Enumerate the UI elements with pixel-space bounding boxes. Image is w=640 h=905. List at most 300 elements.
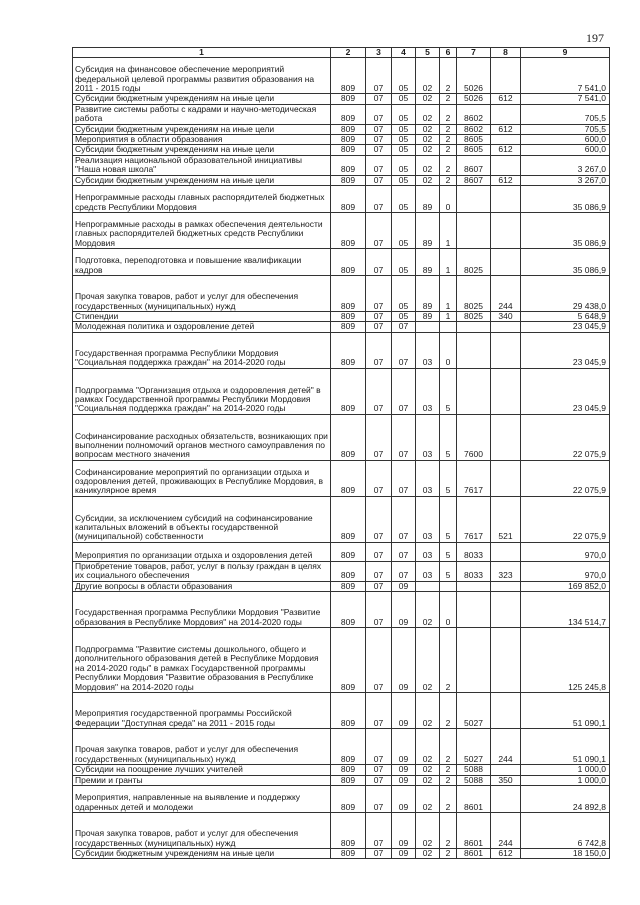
cell-ministry-code: 809 <box>331 729 366 765</box>
cell-expense-type-code <box>491 213 521 249</box>
cell-subprogram-code: 5 <box>440 414 457 460</box>
cell-expense-type-code: 323 <box>491 561 521 581</box>
table-row <box>73 785 610 812</box>
cell-ministry-code: 809 <box>331 581 366 591</box>
cell-program-code: 02 <box>416 693 440 729</box>
cell-subprogram-code: 2 <box>440 693 457 729</box>
cell-ministry-code: 809 <box>331 765 366 775</box>
cell-amount: 125 245,8 <box>521 628 610 693</box>
cell-target-article-code: 5026 <box>457 94 491 104</box>
cell-section-code: 07 <box>366 628 392 693</box>
table-row <box>73 765 610 775</box>
cell-subsection-code: 05 <box>392 186 416 213</box>
cell-program-code: 02 <box>416 155 440 175</box>
cell-ministry-code: 809 <box>331 249 366 276</box>
cell-subsection-code: 09 <box>392 785 416 812</box>
cell-expense-type-code: 612 <box>491 175 521 185</box>
cell-amount: 51 090,1 <box>521 729 610 765</box>
table-row <box>73 145 610 155</box>
cell-target-article-code: 8605 <box>457 145 491 155</box>
cell-target-article-code: 7617 <box>457 460 491 496</box>
cell-description: Субсидии бюджетным учреждениям на иные цели <box>73 848 331 858</box>
table-row <box>73 58 610 94</box>
cell-subprogram-code: 2 <box>440 628 457 693</box>
cell-target-article-code: 8607 <box>457 155 491 175</box>
cell-program-code: 02 <box>416 135 440 145</box>
cell-section-code: 07 <box>366 58 392 94</box>
table-row <box>73 368 610 414</box>
table-row <box>73 414 610 460</box>
cell-section-code: 07 <box>366 542 392 561</box>
cell-description: Приобретение товаров, работ, услуг в пользу граждан в целях их социального обеспечения <box>73 561 331 581</box>
cell-subsection-code: 09 <box>392 848 416 858</box>
cell-subsection-code: 05 <box>392 249 416 276</box>
cell-subsection-code: 05 <box>392 94 416 104</box>
cell-subprogram-code: 2 <box>440 848 457 858</box>
table-row <box>73 628 610 693</box>
cell-section-code: 07 <box>366 496 392 542</box>
cell-target-article-code <box>457 628 491 693</box>
cell-subprogram-code: 0 <box>440 186 457 213</box>
cell-expense-type-code <box>491 460 521 496</box>
cell-section-code: 07 <box>366 124 392 134</box>
cell-section-code: 07 <box>366 765 392 775</box>
cell-ministry-code: 809 <box>331 213 366 249</box>
table-row <box>73 104 610 124</box>
cell-description: Государственная программа Республики Мордовия "Развитие образования в Республике Мордовия" на 2014-2020 годы <box>73 592 331 628</box>
cell-section-code: 07 <box>366 581 392 591</box>
cell-amount: 169 852,0 <box>521 581 610 591</box>
budget-table <box>72 47 610 859</box>
cell-description: Реализация национальной образовательной инициативы "Наша новая школа" <box>73 155 331 175</box>
cell-target-article-code <box>457 581 491 591</box>
header-cell-2: 2 <box>331 48 366 58</box>
cell-target-article-code <box>457 186 491 213</box>
cell-program-code: 03 <box>416 561 440 581</box>
cell-subprogram-code: 5 <box>440 368 457 414</box>
cell-amount: 35 086,9 <box>521 249 610 276</box>
cell-target-article-code: 8602 <box>457 104 491 124</box>
cell-subsection-code: 07 <box>392 561 416 581</box>
cell-subsection-code: 05 <box>392 276 416 312</box>
cell-ministry-code: 809 <box>331 135 366 145</box>
cell-section-code: 07 <box>366 368 392 414</box>
cell-description: Мероприятия, направленные на выявление и поддержку одаренных детей и молодежи <box>73 785 331 812</box>
cell-subsection-code: 07 <box>392 322 416 332</box>
cell-subprogram-code: 2 <box>440 729 457 765</box>
cell-subprogram-code: 5 <box>440 496 457 542</box>
header-cell-6: 6 <box>440 48 457 58</box>
cell-ministry-code: 809 <box>331 496 366 542</box>
cell-amount: 600,0 <box>521 135 610 145</box>
cell-amount: 3 267,0 <box>521 175 610 185</box>
cell-program-code <box>416 322 440 332</box>
cell-section-code: 07 <box>366 145 392 155</box>
cell-description: Прочая закупка товаров, работ и услуг для обеспечения государственных (муниципальных) нужд <box>73 812 331 848</box>
table-row <box>73 213 610 249</box>
cell-section-code: 07 <box>366 276 392 312</box>
cell-target-article-code: 8025 <box>457 312 491 322</box>
cell-description: Субсидии бюджетным учреждениям на иные цели <box>73 124 331 134</box>
cell-ministry-code: 809 <box>331 104 366 124</box>
cell-program-code: 02 <box>416 104 440 124</box>
table-row <box>73 729 610 765</box>
cell-target-article-code <box>457 322 491 332</box>
page-number: 197 <box>586 31 604 45</box>
cell-subsection-code: 09 <box>392 765 416 775</box>
cell-ministry-code: 809 <box>331 628 366 693</box>
table-row <box>73 496 610 542</box>
cell-subsection-code: 07 <box>392 332 416 368</box>
cell-amount: 705,5 <box>521 124 610 134</box>
cell-target-article-code: 8601 <box>457 785 491 812</box>
cell-ministry-code: 809 <box>331 186 366 213</box>
cell-subprogram-code: 2 <box>440 104 457 124</box>
cell-program-code: 03 <box>416 496 440 542</box>
cell-amount: 22 075,9 <box>521 460 610 496</box>
cell-target-article-code: 5088 <box>457 775 491 785</box>
cell-description: Прочая закупка товаров, работ и услуг для обеспечения государственных (муниципальных) нужд <box>73 729 331 765</box>
cell-description: Государственная программа Республики Мордовия "Социальная поддержка граждан" на 2014-2020 годы <box>73 332 331 368</box>
cell-program-code: 03 <box>416 414 440 460</box>
cell-expense-type-code <box>491 785 521 812</box>
cell-section-code: 07 <box>366 322 392 332</box>
cell-description: Другие вопросы в области образования <box>73 581 331 591</box>
cell-program-code: 03 <box>416 332 440 368</box>
cell-expense-type-code: 244 <box>491 812 521 848</box>
table-row <box>73 276 610 312</box>
cell-subsection-code: 05 <box>392 155 416 175</box>
cell-subprogram-code <box>440 581 457 591</box>
cell-amount: 18 150,0 <box>521 848 610 858</box>
cell-ministry-code: 809 <box>331 848 366 858</box>
cell-subprogram-code: 1 <box>440 276 457 312</box>
cell-subsection-code: 05 <box>392 145 416 155</box>
cell-program-code: 02 <box>416 145 440 155</box>
cell-description: Субсидии бюджетным учреждениям на иные цели <box>73 175 331 185</box>
cell-target-article-code: 8601 <box>457 848 491 858</box>
cell-expense-type-code <box>491 322 521 332</box>
cell-section-code: 07 <box>366 693 392 729</box>
cell-expense-type-code: 350 <box>491 775 521 785</box>
table-row <box>73 312 610 322</box>
cell-section-code: 07 <box>366 332 392 368</box>
table-row <box>73 155 610 175</box>
cell-subsection-code: 09 <box>392 812 416 848</box>
cell-ministry-code: 809 <box>331 542 366 561</box>
cell-amount: 23 045,9 <box>521 332 610 368</box>
cell-section-code: 07 <box>366 175 392 185</box>
cell-subprogram-code: 5 <box>440 561 457 581</box>
cell-description: Субсидии бюджетным учреждениям на иные цели <box>73 145 331 155</box>
cell-subsection-code: 09 <box>392 729 416 765</box>
cell-expense-type-code <box>491 581 521 591</box>
cell-target-article-code: 8025 <box>457 276 491 312</box>
cell-program-code: 02 <box>416 175 440 185</box>
cell-ministry-code: 809 <box>331 693 366 729</box>
cell-section-code: 07 <box>366 460 392 496</box>
cell-description: Софинансирование мероприятий по организации отдыха и оздоровления детей, проживающих в Республике Мордовия, в каникулярное время <box>73 460 331 496</box>
cell-subsection-code: 05 <box>392 58 416 94</box>
cell-program-code: 02 <box>416 812 440 848</box>
cell-subsection-code: 07 <box>392 542 416 561</box>
cell-ministry-code: 809 <box>331 561 366 581</box>
cell-amount: 970,0 <box>521 561 610 581</box>
cell-description: Подпрограмма "Развитие системы дошкольного, общего и дополнительного образования детей в Республике Мордовия на 2014-2020 годы" в рамках Государственной программы Республики Мордовия "Развитие образования в Республике Мордовия" на 2014-2020 годы <box>73 628 331 693</box>
cell-program-code: 02 <box>416 785 440 812</box>
table-row <box>73 249 610 276</box>
cell-program-code <box>416 581 440 591</box>
cell-amount: 29 438,0 <box>521 276 610 312</box>
cell-expense-type-code <box>491 135 521 145</box>
table-row <box>73 812 610 848</box>
cell-program-code: 03 <box>416 368 440 414</box>
cell-subsection-code: 09 <box>392 775 416 785</box>
cell-expense-type-code <box>491 592 521 628</box>
cell-program-code: 02 <box>416 628 440 693</box>
cell-description: Стипендии <box>73 312 331 322</box>
cell-subprogram-code: 0 <box>440 332 457 368</box>
cell-ministry-code: 809 <box>331 332 366 368</box>
cell-expense-type-code <box>491 368 521 414</box>
cell-expense-type-code <box>491 765 521 775</box>
cell-ministry-code: 809 <box>331 322 366 332</box>
cell-ministry-code: 809 <box>331 155 366 175</box>
cell-description: Подпрограмма "Организация отдыха и оздоровления детей" в рамках Государственной программы Республики Мордовия "Социальная поддержка граждан" на 2014-2020 годы <box>73 368 331 414</box>
cell-amount: 5 648,9 <box>521 312 610 322</box>
cell-ministry-code: 809 <box>331 812 366 848</box>
table-row <box>73 460 610 496</box>
cell-program-code: 02 <box>416 775 440 785</box>
cell-program-code: 02 <box>416 94 440 104</box>
header-cell-8: 8 <box>491 48 521 58</box>
cell-expense-type-code <box>491 542 521 561</box>
cell-subprogram-code: 2 <box>440 94 457 104</box>
cell-subprogram-code: 1 <box>440 249 457 276</box>
cell-amount: 1 000,0 <box>521 775 610 785</box>
cell-amount: 35 086,9 <box>521 186 610 213</box>
cell-section-code: 07 <box>366 312 392 322</box>
cell-ministry-code: 809 <box>331 460 366 496</box>
cell-subprogram-code: 2 <box>440 58 457 94</box>
cell-description: Субсидия на финансовое обеспечение мероприятий федеральной целевой программы развития образования на 2011 - 2015 годы <box>73 58 331 94</box>
table-row <box>73 693 610 729</box>
cell-ministry-code: 809 <box>331 785 366 812</box>
cell-amount: 970,0 <box>521 542 610 561</box>
cell-description: Софинансирование расходных обязательств, возникающих при выполнении полномочий органов местного самоуправления по вопросам местного значения <box>73 414 331 460</box>
cell-ministry-code: 809 <box>331 312 366 322</box>
table-row <box>73 592 610 628</box>
cell-program-code: 89 <box>416 249 440 276</box>
cell-target-article-code: 5027 <box>457 729 491 765</box>
cell-program-code: 03 <box>416 542 440 561</box>
cell-expense-type-code <box>491 332 521 368</box>
cell-target-article-code: 8601 <box>457 812 491 848</box>
cell-subsection-code: 05 <box>392 213 416 249</box>
cell-target-article-code: 8602 <box>457 124 491 134</box>
cell-program-code: 89 <box>416 312 440 322</box>
cell-description: Непрограммные расходы главных распорядителей бюджетных средств Республики Мордовия <box>73 186 331 213</box>
cell-subsection-code: 09 <box>392 592 416 628</box>
cell-amount: 7 541,0 <box>521 94 610 104</box>
cell-expense-type-code <box>491 58 521 94</box>
cell-expense-type-code: 612 <box>491 94 521 104</box>
cell-expense-type-code: 244 <box>491 729 521 765</box>
cell-subsection-code: 05 <box>392 135 416 145</box>
cell-expense-type-code <box>491 186 521 213</box>
cell-subprogram-code: 5 <box>440 542 457 561</box>
cell-section-code: 07 <box>366 94 392 104</box>
table-row <box>73 775 610 785</box>
cell-section-code: 07 <box>366 592 392 628</box>
cell-subsection-code: 07 <box>392 460 416 496</box>
cell-amount: 23 045,9 <box>521 368 610 414</box>
cell-ministry-code: 809 <box>331 145 366 155</box>
cell-ministry-code: 809 <box>331 175 366 185</box>
cell-section-code: 07 <box>366 155 392 175</box>
cell-amount: 1 000,0 <box>521 765 610 775</box>
table-row <box>73 175 610 185</box>
cell-subprogram-code: 2 <box>440 155 457 175</box>
cell-amount: 22 075,9 <box>521 496 610 542</box>
cell-subsection-code: 05 <box>392 124 416 134</box>
header-cell-4: 4 <box>392 48 416 58</box>
cell-program-code: 89 <box>416 186 440 213</box>
cell-amount: 7 541,0 <box>521 58 610 94</box>
cell-target-article-code: 7600 <box>457 414 491 460</box>
header-cell-7: 7 <box>457 48 491 58</box>
cell-subsection-code: 07 <box>392 496 416 542</box>
cell-amount: 134 514,7 <box>521 592 610 628</box>
cell-expense-type-code: 340 <box>491 312 521 322</box>
cell-ministry-code: 809 <box>331 368 366 414</box>
cell-subprogram-code: 1 <box>440 312 457 322</box>
cell-subsection-code: 05 <box>392 312 416 322</box>
cell-section-code: 07 <box>366 135 392 145</box>
cell-target-article-code: 8607 <box>457 175 491 185</box>
cell-expense-type-code: 244 <box>491 276 521 312</box>
cell-amount: 705,5 <box>521 104 610 124</box>
cell-description: Мероприятия в области образования <box>73 135 331 145</box>
cell-amount: 24 892,8 <box>521 785 610 812</box>
cell-target-article-code <box>457 213 491 249</box>
cell-expense-type-code <box>491 155 521 175</box>
cell-amount: 23 045,9 <box>521 322 610 332</box>
cell-target-article-code: 8605 <box>457 135 491 145</box>
cell-subprogram-code: 2 <box>440 765 457 775</box>
cell-subprogram-code: 2 <box>440 145 457 155</box>
cell-target-article-code: 8025 <box>457 249 491 276</box>
cell-section-code: 07 <box>366 812 392 848</box>
cell-amount: 51 090,1 <box>521 693 610 729</box>
cell-section-code: 07 <box>366 848 392 858</box>
cell-target-article-code: 7617 <box>457 496 491 542</box>
cell-description: Прочая закупка товаров, работ и услуг для обеспечения государственных (муниципальных) нужд <box>73 276 331 312</box>
header-cell-9: 9 <box>521 48 610 58</box>
table-row <box>73 848 610 858</box>
cell-expense-type-code <box>491 104 521 124</box>
table-row <box>73 332 610 368</box>
cell-subprogram-code: 2 <box>440 812 457 848</box>
cell-program-code: 02 <box>416 592 440 628</box>
cell-subsection-code: 05 <box>392 175 416 185</box>
cell-target-article-code <box>457 368 491 414</box>
cell-amount: 600,0 <box>521 145 610 155</box>
cell-program-code: 02 <box>416 848 440 858</box>
cell-section-code: 07 <box>366 785 392 812</box>
cell-expense-type-code: 521 <box>491 496 521 542</box>
cell-subsection-code: 05 <box>392 104 416 124</box>
cell-section-code: 07 <box>366 186 392 213</box>
cell-section-code: 07 <box>366 213 392 249</box>
cell-program-code: 02 <box>416 729 440 765</box>
cell-expense-type-code <box>491 628 521 693</box>
cell-ministry-code: 809 <box>331 775 366 785</box>
cell-amount: 6 742,8 <box>521 812 610 848</box>
cell-subprogram-code: 2 <box>440 124 457 134</box>
cell-expense-type-code: 612 <box>491 124 521 134</box>
cell-section-code: 07 <box>366 414 392 460</box>
cell-section-code: 07 <box>366 249 392 276</box>
cell-description: Субсидии, за исключением субсидий на софинансирование капитальных вложений в объекты государственной (муниципальной) собственности <box>73 496 331 542</box>
cell-subprogram-code: 2 <box>440 135 457 145</box>
cell-description: Непрограммные расходы в рамках обеспечения деятельности главных распорядителей бюджетных средств Республики Мордовия <box>73 213 331 249</box>
cell-expense-type-code <box>491 249 521 276</box>
cell-expense-type-code <box>491 693 521 729</box>
table-row <box>73 581 610 591</box>
cell-target-article-code: 5026 <box>457 58 491 94</box>
cell-subprogram-code: 2 <box>440 175 457 185</box>
header-cell-1: 1 <box>73 48 331 58</box>
cell-amount: 22 075,9 <box>521 414 610 460</box>
cell-subprogram-code: 2 <box>440 785 457 812</box>
cell-amount: 35 086,9 <box>521 213 610 249</box>
cell-target-article-code: 5027 <box>457 693 491 729</box>
cell-section-code: 07 <box>366 775 392 785</box>
cell-subsection-code: 09 <box>392 693 416 729</box>
cell-subprogram-code: 2 <box>440 775 457 785</box>
cell-program-code: 02 <box>416 124 440 134</box>
cell-subprogram-code: 0 <box>440 592 457 628</box>
cell-subprogram-code: 5 <box>440 460 457 496</box>
cell-ministry-code: 809 <box>331 94 366 104</box>
cell-expense-type-code <box>491 414 521 460</box>
cell-expense-type-code: 612 <box>491 145 521 155</box>
cell-description: Субсидии бюджетным учреждениям на иные цели <box>73 94 331 104</box>
header-row <box>73 48 610 58</box>
cell-target-article-code: 8033 <box>457 542 491 561</box>
cell-program-code: 89 <box>416 213 440 249</box>
cell-description: Премии и гранты <box>73 775 331 785</box>
cell-target-article-code: 5088 <box>457 765 491 775</box>
cell-description: Мероприятия государственной программы Российской Федерации "Доступная среда" на 2011 - 2015 годы <box>73 693 331 729</box>
table-row <box>73 124 610 134</box>
cell-subprogram-code: 1 <box>440 213 457 249</box>
cell-subsection-code: 07 <box>392 414 416 460</box>
cell-target-article-code <box>457 592 491 628</box>
cell-subsection-code: 07 <box>392 368 416 414</box>
table-row <box>73 94 610 104</box>
cell-description: Субсидии на поощрение лучших учителей <box>73 765 331 775</box>
cell-target-article-code <box>457 332 491 368</box>
table-row <box>73 186 610 213</box>
table-row <box>73 135 610 145</box>
cell-ministry-code: 809 <box>331 414 366 460</box>
cell-description: Развитие системы работы с кадрами и научно-методическая работа <box>73 104 331 124</box>
cell-section-code: 07 <box>366 729 392 765</box>
cell-subsection-code: 09 <box>392 628 416 693</box>
cell-program-code: 02 <box>416 58 440 94</box>
